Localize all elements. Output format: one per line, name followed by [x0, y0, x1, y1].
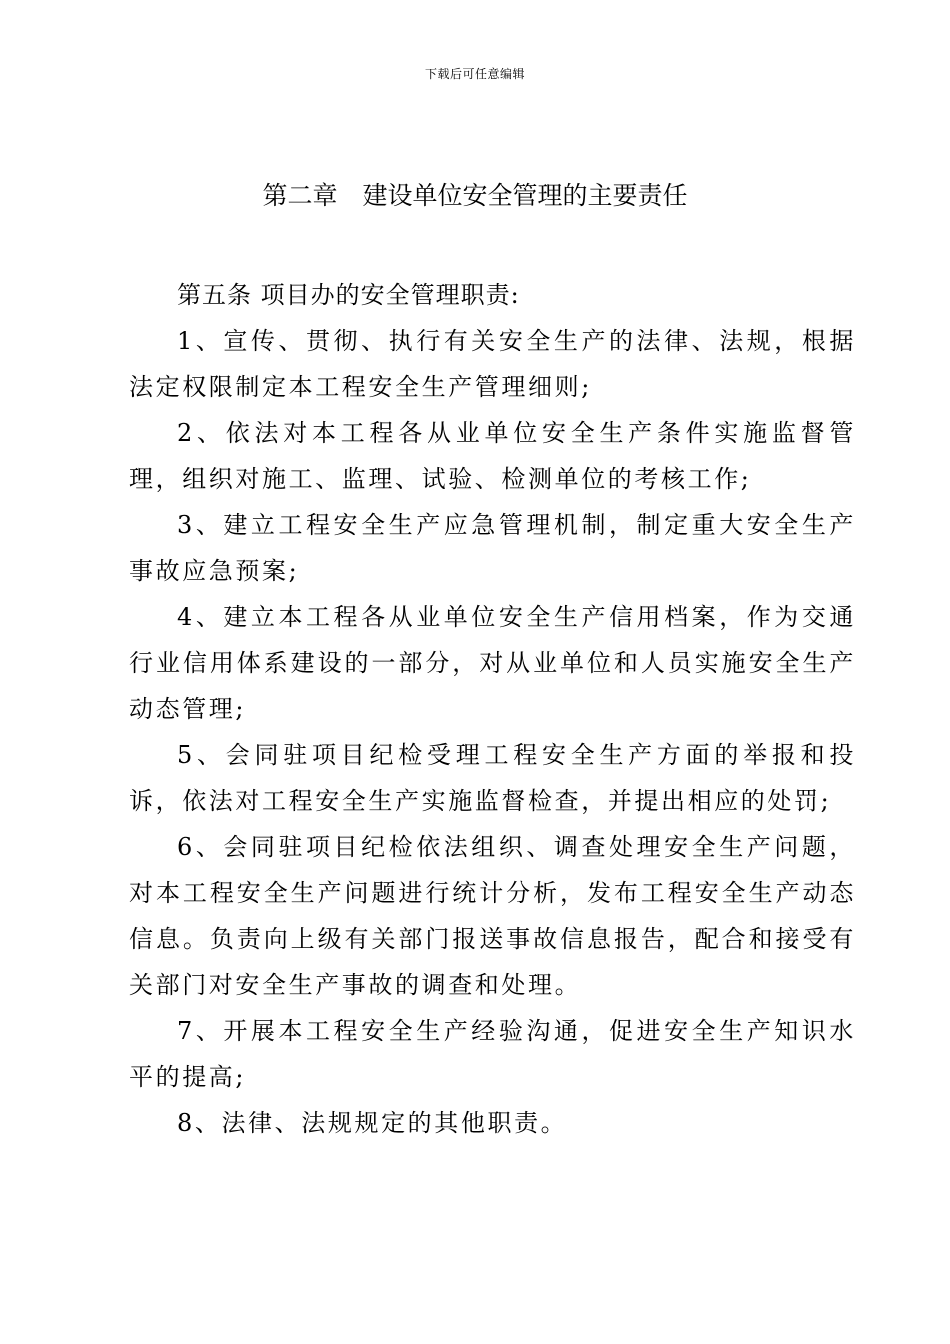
list-item-3: 3、建立工程安全生产应急管理机制，制定重大安全生产事故应急预案;	[129, 511, 856, 585]
page-header-note: 下载后可任意编辑	[424, 67, 525, 81]
article-heading: 第五条 项目办的安全管理职责:	[177, 281, 520, 309]
list-item-5: 5、会同驻项目纪检受理工程安全生产方面的举报和投诉，依法对工程安全生产实施监督检查，并提出相应的处罚;	[129, 741, 856, 815]
list-item-7: 7、开展本工程安全生产经验沟通，促进安全生产知识水平的提高;	[129, 1017, 856, 1091]
list-item-8: 8、法律、法规规定的其他职责。	[177, 1109, 568, 1137]
list-item-4: 4、建立本工程各从业单位安全生产信用档案，作为交通行业信用体系建设的一部分，对从业单位和人员实施安全生产动态管理;	[129, 603, 856, 723]
list-item-2: 2、依法对本工程各从业单位安全生产条件实施监督管理，组织对施工、监理、试验、检测单位的考核工作;	[129, 419, 856, 493]
document-body	[129, 272, 856, 1146]
list-item-6: 6、会同驻项目纪检依法组织、调查处理安全生产问题，对本工程安全生产问题进行统计分析，发布工程安全生产动态信息。负责向上级有关部门报送事故信息报告，配合和接受有关部门对安全生产事故的调查和处理。	[129, 833, 856, 999]
list-item-1: 1、宣传、贯彻、执行有关安全生产的法律、法规，根据法定权限制定本工程安全生产管理细则;	[129, 327, 856, 401]
chapter-title: 第二章 建设单位安全管理的主要责任	[262, 181, 688, 210]
